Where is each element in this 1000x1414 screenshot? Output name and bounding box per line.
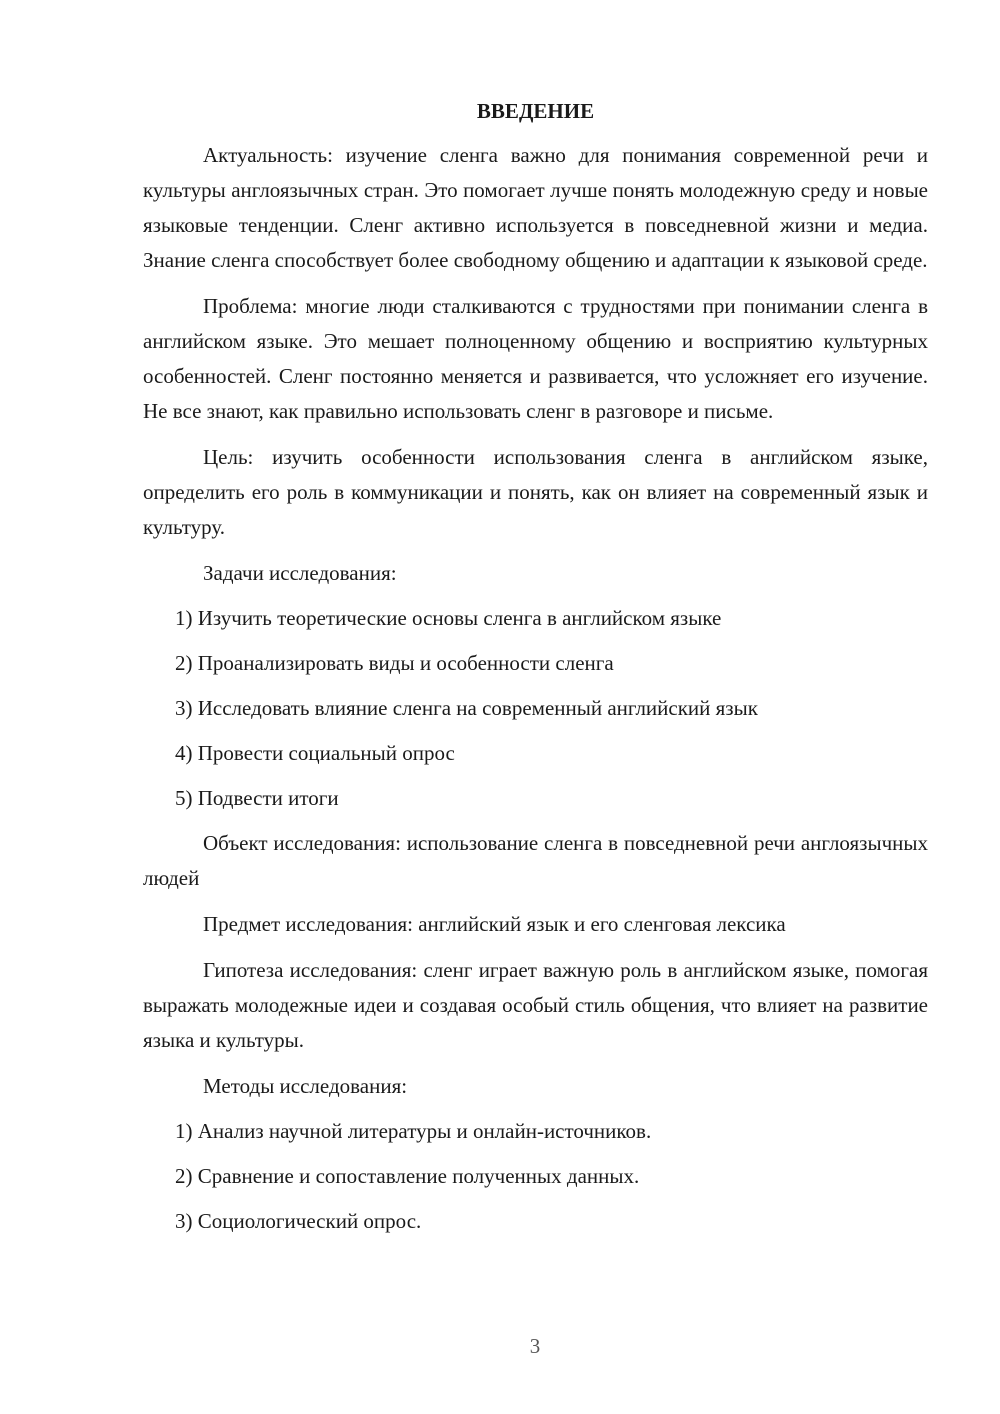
tasks-list: [143, 601, 928, 816]
page-content: [143, 96, 928, 1249]
list-item: 4) Провести социальный опрос: [175, 741, 455, 765]
list-item: 2) Сравнение и сопоставление полученных данных.: [175, 1164, 640, 1188]
problem-paragraph: Проблема: многие люди сталкиваются с трудностями при понимании сленга в английском языке. Это мешает полноценному общению и восприятию культурных особенностей. Сленг постоянно меняется и развивается, что усложняет его изучение. Не все знают, как правильно использовать сленг в разговоре и письме.: [143, 294, 928, 423]
list-item: 5) Подвести итоги: [175, 786, 339, 810]
list-item: 1) Анализ научной литературы и онлайн-источников.: [175, 1119, 652, 1143]
goal-paragraph: Цель: изучить особенности использования сленга в английском языке, определить его роль в коммуникации и понять, как он влияет на современный язык и культуру.: [143, 445, 928, 539]
relevance-paragraph: Актуальность: изучение сленга важно для понимания современной речи и культуры англоязычных стран. Это помогает лучше понять молодежную среду и новые языковые тенденции. Сленг активно используется в повседневной жизни и медиа. Знание сленга способствует более свободному общению и адаптации к языковой среде.: [143, 143, 928, 272]
methods-list: [143, 1114, 928, 1239]
object-paragraph: Объект исследования: использование сленга в повседневной речи англоязычных людей: [143, 831, 928, 890]
hypothesis-paragraph: Гипотеза исследования: сленг играет важную роль в английском языке, помогая выражать молодежные идеи и создавая особый стиль общения, что влияет на развитие языка и культуры.: [143, 958, 928, 1052]
list-item: 3) Социологический опрос.: [175, 1209, 422, 1233]
tasks-label: Задачи исследования:: [203, 561, 397, 585]
subject-paragraph: Предмет исследования: английский язык и его сленговая лексика: [203, 912, 786, 936]
section-heading: ВВЕДЕНИЕ: [476, 99, 595, 123]
methods-label: Методы исследования:: [203, 1074, 408, 1098]
list-item: 3) Исследовать влияние сленга на современный английский язык: [175, 696, 758, 720]
page-number: 3: [529, 1334, 541, 1358]
list-item: 2) Проанализировать виды и особенности сленга: [175, 651, 614, 675]
list-item: 1) Изучить теоретические основы сленга в английском языке: [175, 606, 722, 630]
